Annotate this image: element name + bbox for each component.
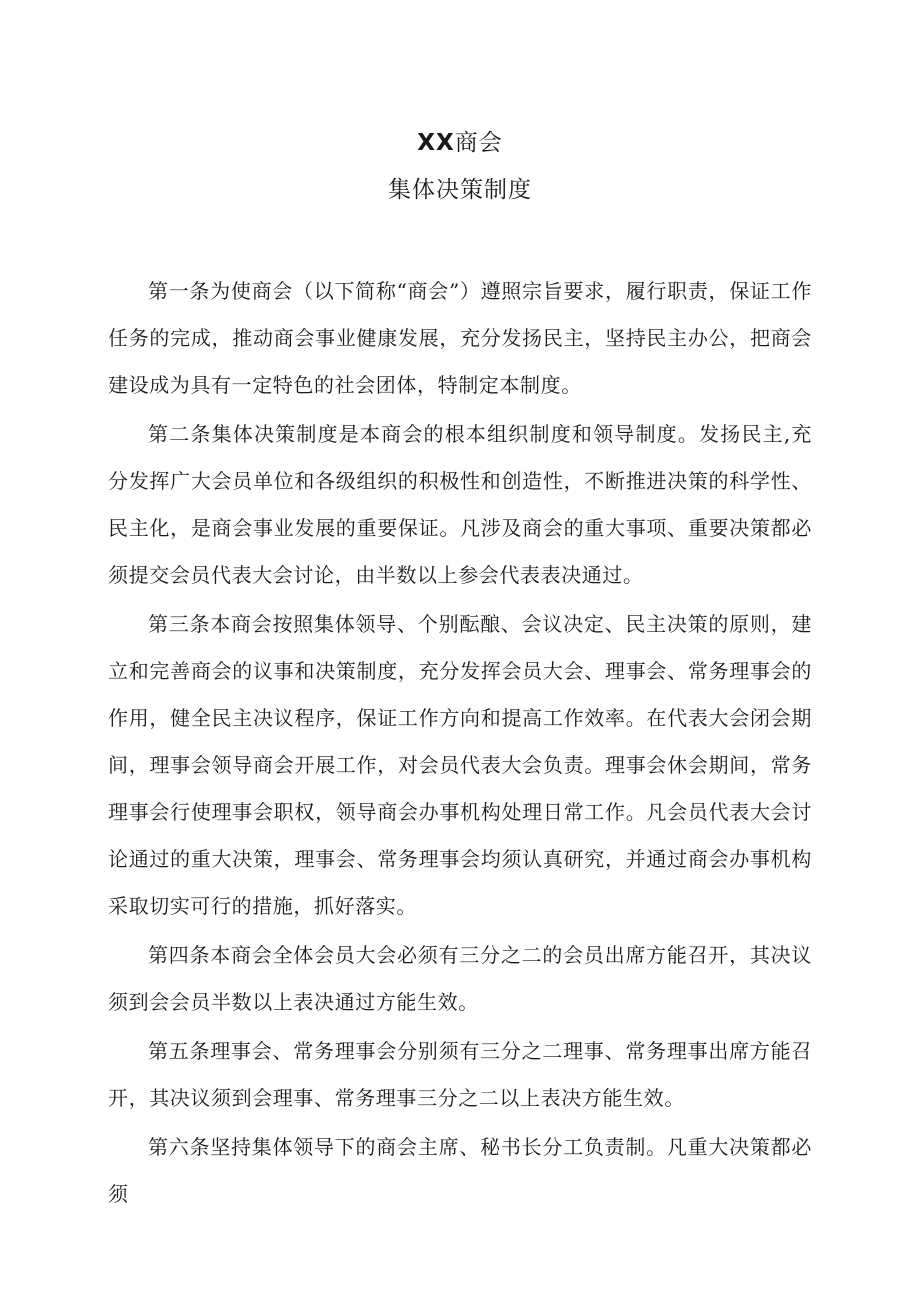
- article-3: 第三条本商会按照集体领导、个别酝酿、会议决定、民主决策的原则，建立和完善商会的议事和决策制度，充分发挥会员大会、理事会、常务理事会的作用，健全民主决议程序，保证工作方向和提高工作效率。在代表大会闭会期间，理事会领导商会开展工作，对会员代表大会负责。理事会休会期间，常务理事会行使理事会职权，领导商会办事机构处理日常工作。凡会员代表大会讨论通过的重大决策，理事会、常务理事会均须认真研究，并通过商会办事机构采取切实可行的措施，抓好落实。: [108, 612, 812, 918]
- title-suffix: 商会: [454, 130, 503, 156]
- article-1: 第一条为使商会（以下简称“商会”）遵照宗旨要求，履行职责，保证工作任务的完成，推动商会事业健康发展，充分发扬民主，坚持民主办公，把商会建设成为具有一定特色的社会团体，特制定本制度。: [108, 279, 812, 397]
- document-subtitle: 集体决策制度: [388, 177, 532, 203]
- article-5: 第五条理事会、常务理事会分别须有三分之二理事、常务理事出席方能召开，其决议须到会理事、常务理事三分之二以上表决方能生效。: [108, 1039, 812, 1110]
- document-title: [0, 126, 920, 160]
- title-prefix: XX: [417, 130, 455, 156]
- document-body: [108, 268, 812, 1220]
- title-block: [0, 126, 920, 207]
- article-2: 第二条集体决策制度是本商会的根本组织制度和领导制度。发扬民主,充分发挥广大会员单位和各级组织的积极性和创造性，不断推进决策的科学性、民主化，是商会事业发展的重要保证。凡涉及商会的重大事项、重要决策都必须提交会员代表大会讨论，由半数以上参会代表表决通过。: [108, 422, 812, 587]
- article-4: 第四条本商会全体会员大会必须有三分之二的会员出席方能召开，其决议须到会会员半数以上表决通过方能生效。: [108, 943, 812, 1014]
- article-6: 第六条坚持集体领导下的商会主席、秘书长分工负责制。凡重大决策都必须: [108, 1135, 812, 1206]
